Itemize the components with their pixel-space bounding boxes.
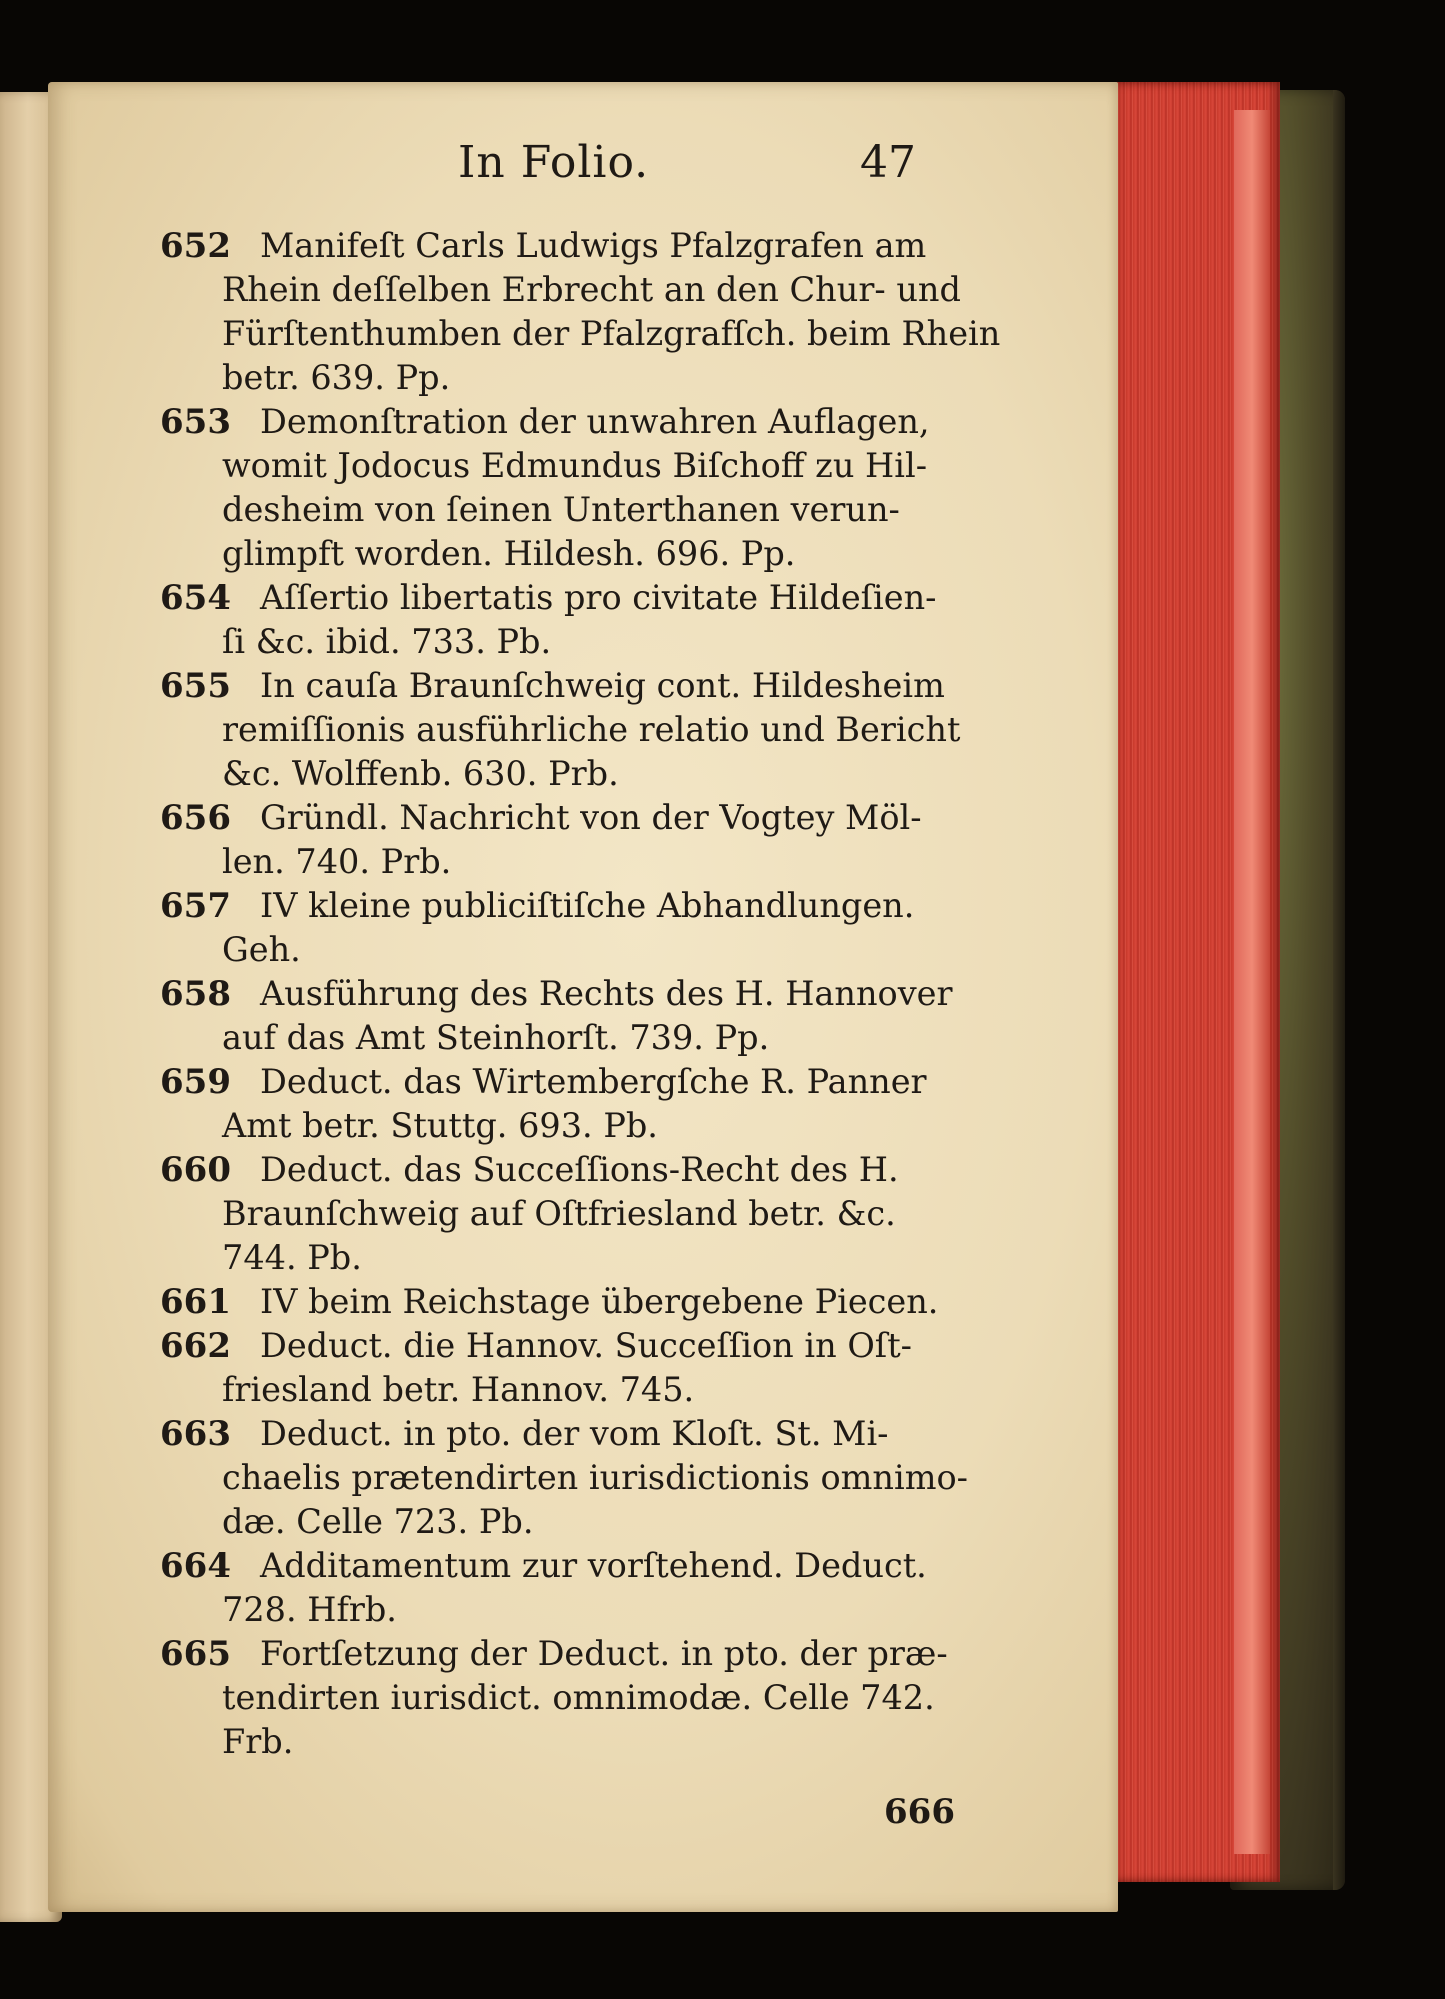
entry-line (48, 1544, 1118, 1588)
entry-line (48, 752, 1118, 796)
entry-text: Deduct. die Hannov. Succeſſion in Oſt- (260, 1326, 912, 1365)
entry-text: 728. Hfrb. (222, 1590, 397, 1629)
entry-line (48, 268, 1118, 312)
entry-text: Braunſchweig auf Oſtfriesland betr. &c. (222, 1194, 896, 1233)
catalog-entry (48, 796, 1118, 884)
entry-line (48, 1588, 1118, 1632)
catalog-entry (48, 972, 1118, 1060)
entry-text: womit Jodocus Edmundus Biſchoff zu Hil- (222, 446, 928, 485)
entry-text: 744. Pb. (222, 1238, 362, 1277)
entry-text: Deduct. in pto. der vom Kloſt. St. Mi- (260, 1414, 889, 1453)
catalog-entry (48, 1412, 1118, 1544)
entry-text: Manifeſt Carls Ludwigs Pfalzgrafen am (260, 226, 927, 265)
entry-number: 655 (160, 666, 231, 706)
entry-line (48, 1456, 1118, 1500)
entry-text: tendirten iurisdict. omnimodæ. Celle 742. (222, 1678, 935, 1717)
entry-line (48, 1632, 1118, 1676)
entry-line (48, 840, 1118, 884)
entry-number: 653 (160, 402, 231, 442)
catalog-entry (48, 1280, 1118, 1324)
fore-edge-face (1234, 110, 1270, 1854)
entry-text: Demonſtration der unwahren Auflagen, (260, 402, 930, 441)
running-title: In Folio. (458, 137, 650, 188)
entry-number: 663 (160, 1414, 231, 1454)
entry-number: 654 (160, 578, 231, 618)
entry-number: 658 (160, 974, 231, 1014)
entry-line (48, 1016, 1118, 1060)
entry-line (48, 1720, 1118, 1764)
entry-text: Gründl. Nachricht von der Vogtey Möl- (260, 798, 922, 837)
entry-text: Amt betr. Stuttg. 693. Pb. (222, 1106, 658, 1145)
entry-line (48, 576, 1118, 620)
catalog-entry (48, 400, 1118, 576)
entry-line (48, 488, 1118, 532)
entry-number: 662 (160, 1326, 231, 1366)
entry-number: 661 (160, 1282, 231, 1322)
entry-number: 660 (160, 1150, 231, 1190)
entry-text: auf das Amt Steinhorſt. 739. Pp. (222, 1018, 770, 1057)
catalog-entry (48, 1148, 1118, 1280)
catalog-entry (48, 1632, 1118, 1764)
catalog-entry (48, 884, 1118, 972)
entry-text: Rhein deſſelben Erbrecht an den Chur- und (222, 270, 961, 309)
entry-line (48, 972, 1118, 1016)
entry-line (48, 312, 1118, 356)
catalog-entry (48, 1060, 1118, 1148)
entry-text: glimpft worden. Hildesh. 696. Pp. (222, 534, 796, 573)
entry-line (48, 444, 1118, 488)
page-number: 47 (860, 137, 916, 188)
entry-text: IV kleine publiciſtiſche Abhandlungen. (260, 886, 915, 925)
entry-line (48, 620, 1118, 664)
entry-number: 652 (160, 226, 231, 266)
entry-line (48, 664, 1118, 708)
entry-text: Fortſetzung der Deduct. in pto. der præ- (260, 1634, 948, 1673)
entry-line (48, 1324, 1118, 1368)
entry-text: Deduct. das Wirtembergſche R. Panner (260, 1062, 927, 1101)
entry-text: IV beim Reichstage übergebene Piecen. (260, 1282, 939, 1321)
entry-line (48, 1192, 1118, 1236)
entry-line (48, 532, 1118, 576)
entry-line (48, 1280, 1118, 1324)
entry-line (48, 884, 1118, 928)
entry-text: Frb. (222, 1722, 294, 1761)
catalog-entry (48, 1544, 1118, 1632)
entry-line (48, 224, 1118, 268)
entry-line (48, 1060, 1118, 1104)
entry-text: remiſſionis ausführliche relatio und Bericht (222, 710, 961, 749)
entry-text: Geh. (222, 930, 301, 969)
entry-text: ſi &c. ibid. 733. Pb. (222, 622, 552, 661)
entry-text: &c. Wolffenb. 630. Prb. (222, 754, 619, 793)
entry-line (48, 708, 1118, 752)
entry-line (48, 1500, 1118, 1544)
catalog-entries (48, 224, 1118, 1764)
cover-edge (1333, 90, 1345, 1890)
entry-text: Ausführung des Rechts des H. Hannover (260, 974, 953, 1013)
entry-text: In cauſa Braunſchweig cont. Hildesheim (260, 666, 945, 705)
catalog-entry (48, 224, 1118, 400)
entry-text: dæ. Celle 723. Pb. (222, 1502, 534, 1541)
entry-line (48, 1236, 1118, 1280)
entry-line (48, 1412, 1118, 1456)
entry-line (48, 356, 1118, 400)
catalog-entry (48, 664, 1118, 796)
signature-mark: 666 (884, 1792, 955, 1832)
entry-line (48, 1676, 1118, 1720)
entry-text: betr. 639. Pp. (222, 358, 451, 397)
entry-line (48, 928, 1118, 972)
catalog-entry (48, 576, 1118, 664)
entry-text: Additamentum zur vorſtehend. Deduct. (260, 1546, 927, 1585)
entry-number: 664 (160, 1546, 231, 1586)
entry-text: chaelis prætendirten iurisdictionis omnimo- (222, 1458, 968, 1497)
entry-text: len. 740. Prb. (222, 842, 452, 881)
entry-text: friesland betr. Hannov. 745. (222, 1370, 695, 1409)
entry-line (48, 796, 1118, 840)
entry-line (48, 1104, 1118, 1148)
entry-number: 665 (160, 1634, 231, 1674)
book-page (48, 82, 1118, 1912)
entry-line (48, 1148, 1118, 1192)
entry-number: 659 (160, 1062, 231, 1102)
entry-text: Aſſertio libertatis pro civitate Hildeſien- (260, 578, 937, 617)
entry-number: 657 (160, 886, 231, 926)
entry-text: desheim von ſeinen Unterthanen verun- (222, 490, 900, 529)
entry-line (48, 1368, 1118, 1412)
red-fore-edge (1112, 82, 1280, 1882)
entry-number: 656 (160, 798, 231, 838)
entry-line (48, 400, 1118, 444)
catalog-entry (48, 1324, 1118, 1412)
entry-text: Deduct. das Succeſſions-Recht des H. (260, 1150, 899, 1189)
entry-text: Fürſtenthumben der Pfalzgrafſch. beim Rhein (222, 314, 1001, 353)
